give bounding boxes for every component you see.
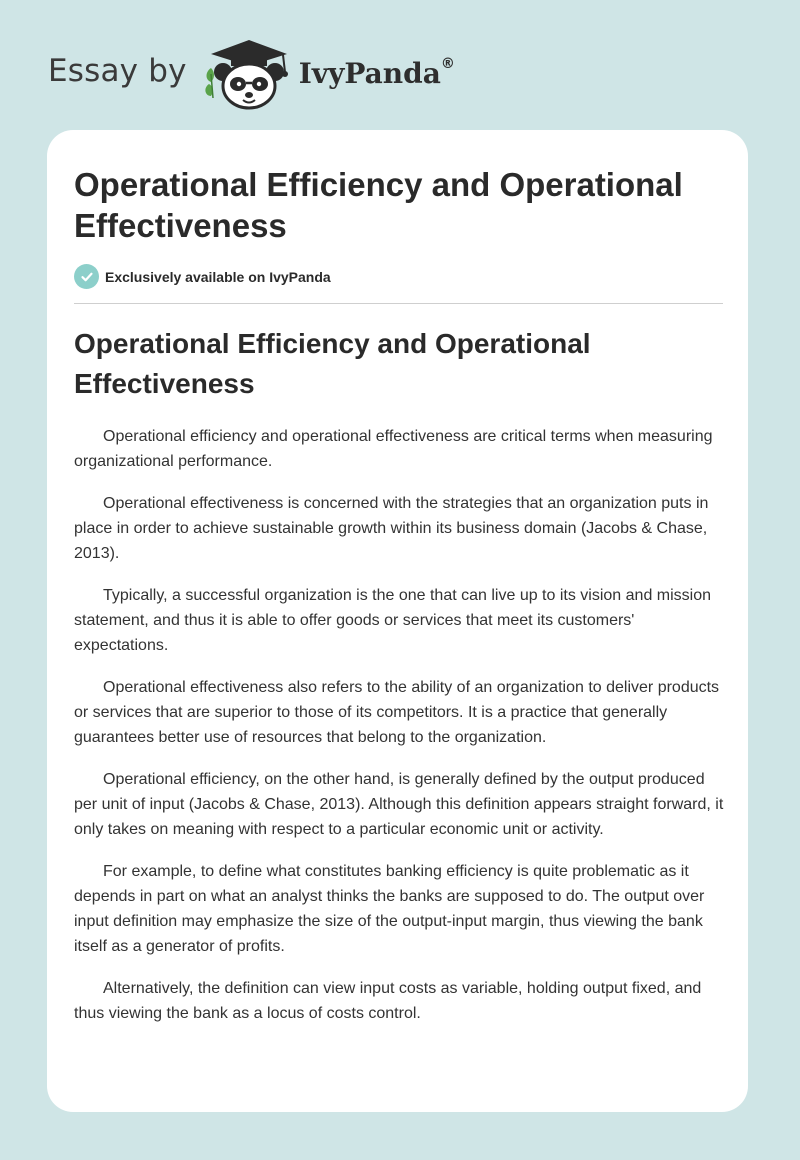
paragraph: Operational effectiveness also refers to the ability of an organization to deliver products or services that are superior to those of its competitors. It is a practice that generally guarantees better use of resources that belong to the organization. — [74, 679, 720, 746]
badge-text: Exclusively available on IvyPanda — [105, 268, 331, 285]
brand-name[interactable] — [299, 57, 455, 90]
essay-card — [47, 130, 748, 1112]
exclusive-badge — [74, 264, 331, 289]
page-title: Operational Efficiency and Operational Effectiveness — [74, 166, 683, 244]
paragraph: Operational effectiveness is concerned with the strategies that an organization puts in place in order to achieve sustainable growth within its business domain (Jacobs & Chase, 2013). — [74, 495, 709, 562]
panda-graduate-logo-icon[interactable] — [201, 38, 297, 112]
paragraph: Alternatively, the definition can view input costs as variable, holding output fixed, and thus viewing the bank as a locus of costs control. — [74, 980, 702, 1022]
registered-mark: ® — [440, 56, 455, 73]
paragraph: For example, to define what constitutes banking efficiency is quite problematic as it depends in part on what an analyst thinks the banks are supposed to do. The output over input definition may emphasize the size of the output-input margin, thus viewing the bank itself as a generator of profits. — [74, 863, 705, 955]
divider — [74, 303, 723, 304]
essay-body — [74, 424, 724, 1043]
essay-by-label: Essay by — [48, 53, 187, 89]
paragraph: Operational efficiency, on the other hand, is generally defined by the output produced per unit of input (Jacobs & Chase, 2013). Although this definition appears straight forward, it only takes on meaning with respect to a particular economic unit or activity. — [74, 771, 724, 838]
section-heading: Operational Efficiency and Operational Effectiveness — [74, 328, 591, 399]
brand-text: IvyPanda — [298, 56, 441, 90]
paragraph: Operational efficiency and operational effectiveness are critical terms when measuring organizational performance. — [74, 428, 713, 470]
check-icon — [74, 264, 99, 289]
site-header — [48, 36, 455, 116]
paragraph: Typically, a successful organization is the one that can live up to its vision and mission statement, and thus it is able to offer goods or services that meet its customers' expectations. — [74, 587, 712, 654]
